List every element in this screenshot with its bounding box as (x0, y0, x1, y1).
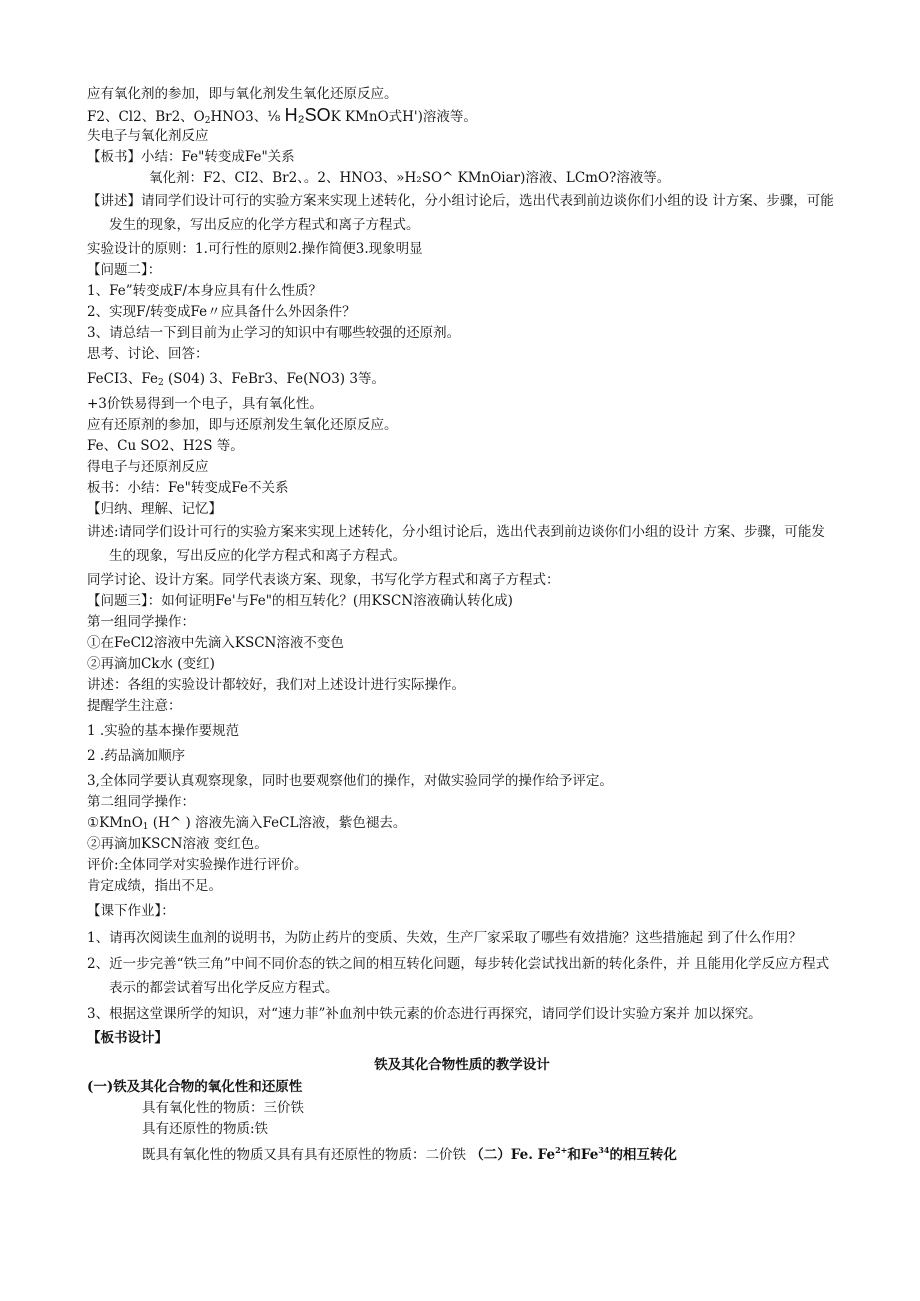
text-line: 讲述：各组的实验设计都较好，我们对上述设计进行实际操作。 (87, 677, 465, 693)
text-line-oxidizers: 氧化剂：F2、CI2、Br2、。2、HNO3、»H₂SO^ KMnOiar)溶液、LCmO?溶液等。 (149, 170, 671, 186)
text-line-oxidants (87, 105, 837, 126)
lecture-paragraph: 讲述:请同学们设计可行的实验方案来实现上述转化，分小组讨论后，选出代表到前边谈你们小组的设计 方案、步骤，可能发生的现象，写出反应的化学方程式和离子方程式。 (87, 524, 825, 564)
question-two-heading: 【问题二】： (87, 262, 162, 278)
text-fragment: FeCI3、Fe (87, 371, 158, 387)
subscript: 2 (204, 116, 211, 126)
text-line: 评价:全体同学对实验操作进行评价。 (87, 857, 308, 873)
document-page (87, 84, 837, 1161)
text-line: 同学讨论、设计方案。同学代表谈方案、现象，书写化学方程式和离子方程式： (87, 572, 560, 588)
text-line: Fe、Cu SO2、H2S 等。 (87, 438, 244, 454)
board-item: 具有氧化性的物质：三价铁 (142, 1100, 304, 1116)
step-item: ①在FeCl2溶液中先滴入KSCN溶液不变色 (87, 635, 344, 651)
text-line: 提醒学生注意： (87, 698, 182, 714)
text-line: 应有还原剂的参加，即与还原剂发生氧化还原反应。 (87, 417, 398, 433)
question-item: 1、Fe”转变成F/本身应具有什么性质？ (87, 283, 323, 299)
note-item: 2 .药品滴加顺序 (87, 748, 186, 764)
text-line: 第二组同学操作： (87, 794, 195, 810)
text-line: 应有氧化剂的参加，即与氧化剂发生氧化还原反应。 (87, 86, 398, 102)
board-note: 板书：小结：Fe"转变成Fe不关系 (87, 480, 289, 496)
text-line-fe-compounds (87, 369, 837, 390)
step-item: ②再滴加KSCN溶液 变红色。 (87, 836, 268, 852)
lecture-paragraph: 【讲述】请同学们设计可行的实验方案来实现上述转化，分小组讨论后，选出代表到前边谈你们小组的设 计方案、步骤，可能发生的现象，写出反应的化学方程式和离子方程式。 (87, 193, 834, 233)
superscript: 2+ (555, 1145, 568, 1155)
text-fragment: 和Fe (567, 1147, 599, 1163)
step-item (87, 813, 837, 834)
text-fragment: F2、Cl2、Br2、O (87, 109, 205, 125)
text-fragment: (H^ ) 溶液先滴入FeCL溶液，紫色褪去。 (148, 815, 407, 831)
question-item: 3、请总结一下到目前为止学习的知识中有哪些较强的还原剂。 (87, 325, 461, 341)
text-line: 肯定成绩，指出不足。 (87, 878, 222, 894)
step-item: ②再滴加Ck水 (变红) (87, 656, 215, 672)
text-line: +3价铁易得到一个电子，具有氧化性。 (87, 396, 323, 412)
formula-h2so: H₂SO (284, 105, 331, 125)
text-line-principles: 实验设计的原则：1.可行性的原则2.操作简便3.现象明显 (87, 241, 423, 257)
question-three-heading: 【问题三】：如何证明Fe'与Fe"的相互转化？(用KSCN溶液确认转化成) (87, 593, 513, 609)
text-fragment: K KMnO式H')溶液等。 (330, 109, 477, 125)
homework-item: 3、根据这堂课所学的知识，对“速力菲”补血剂中铁元素的价态进行再探究，请同学们设计实验方案并 加以探究。 (87, 1006, 762, 1022)
question-item: 2、实现F/转变成Fe〃应具备什么外因条件？ (87, 304, 356, 320)
text-line: 得电子与还原剂反应 (87, 459, 209, 475)
section-heading: 【归纳、理解、记忆】 (87, 501, 222, 517)
text-line: 第一组同学操作： (87, 614, 195, 630)
text-fragment: HNO3、⅛ (210, 109, 285, 125)
board-note: 【板书】小结：Fe"转变成Fe"关系 (87, 149, 295, 165)
text-fragment: ①KMnO (87, 815, 143, 831)
note-item: 3,全体同学要认真观察现象，同时也要观察他们的操作，对做实验同学的操作给予评定。 (87, 773, 613, 789)
note-item: 1 .实验的基本操作要规范 (87, 723, 240, 739)
subscript: 1 (142, 822, 149, 832)
homework-heading: 【课下作业】： (87, 903, 175, 919)
text-line: 思考、讨论、回答： (87, 346, 209, 362)
board-item-last (87, 1140, 837, 1161)
board-design-heading: 【板书设计】 (87, 1030, 168, 1046)
text-fragment: （二）Fe. Fe (470, 1147, 556, 1163)
text-line: 失电子与氧化剂反应 (87, 128, 209, 144)
superscript: 34 (598, 1145, 610, 1155)
board-item: 具有还原性的物质:铁 (142, 1121, 269, 1137)
text-fragment: 既具有氧化性的物质又具有具有还原性的物质：二价铁 (142, 1147, 471, 1163)
board-section-two (470, 1147, 677, 1163)
text-fragment: (S04) 3、FeBr3、Fe(NO3) 3等。 (163, 371, 385, 387)
board-section-one: (一)铁及其化合物的氧化性和还原性 (87, 1079, 303, 1095)
board-title: 铁及其化合物性质的教学设计 (374, 1057, 550, 1073)
homework-item: 2、近一步完善“铁三角”中间不同价态的铁之间的相互转化问题，每步转化尝试找出新的转化条件，并 且能用化学反应方程式表示的都尝试着写出化学反应方程式。 (87, 956, 830, 996)
text-fragment: 的相互转化 (609, 1147, 677, 1163)
homework-item: 1、请再次阅读生血剂的说明书，为防止药片的变质、失效，生产厂家采取了哪些有效措施？这些措施起 到了什么作用？ (87, 930, 802, 946)
subscript: 2 (158, 378, 164, 388)
